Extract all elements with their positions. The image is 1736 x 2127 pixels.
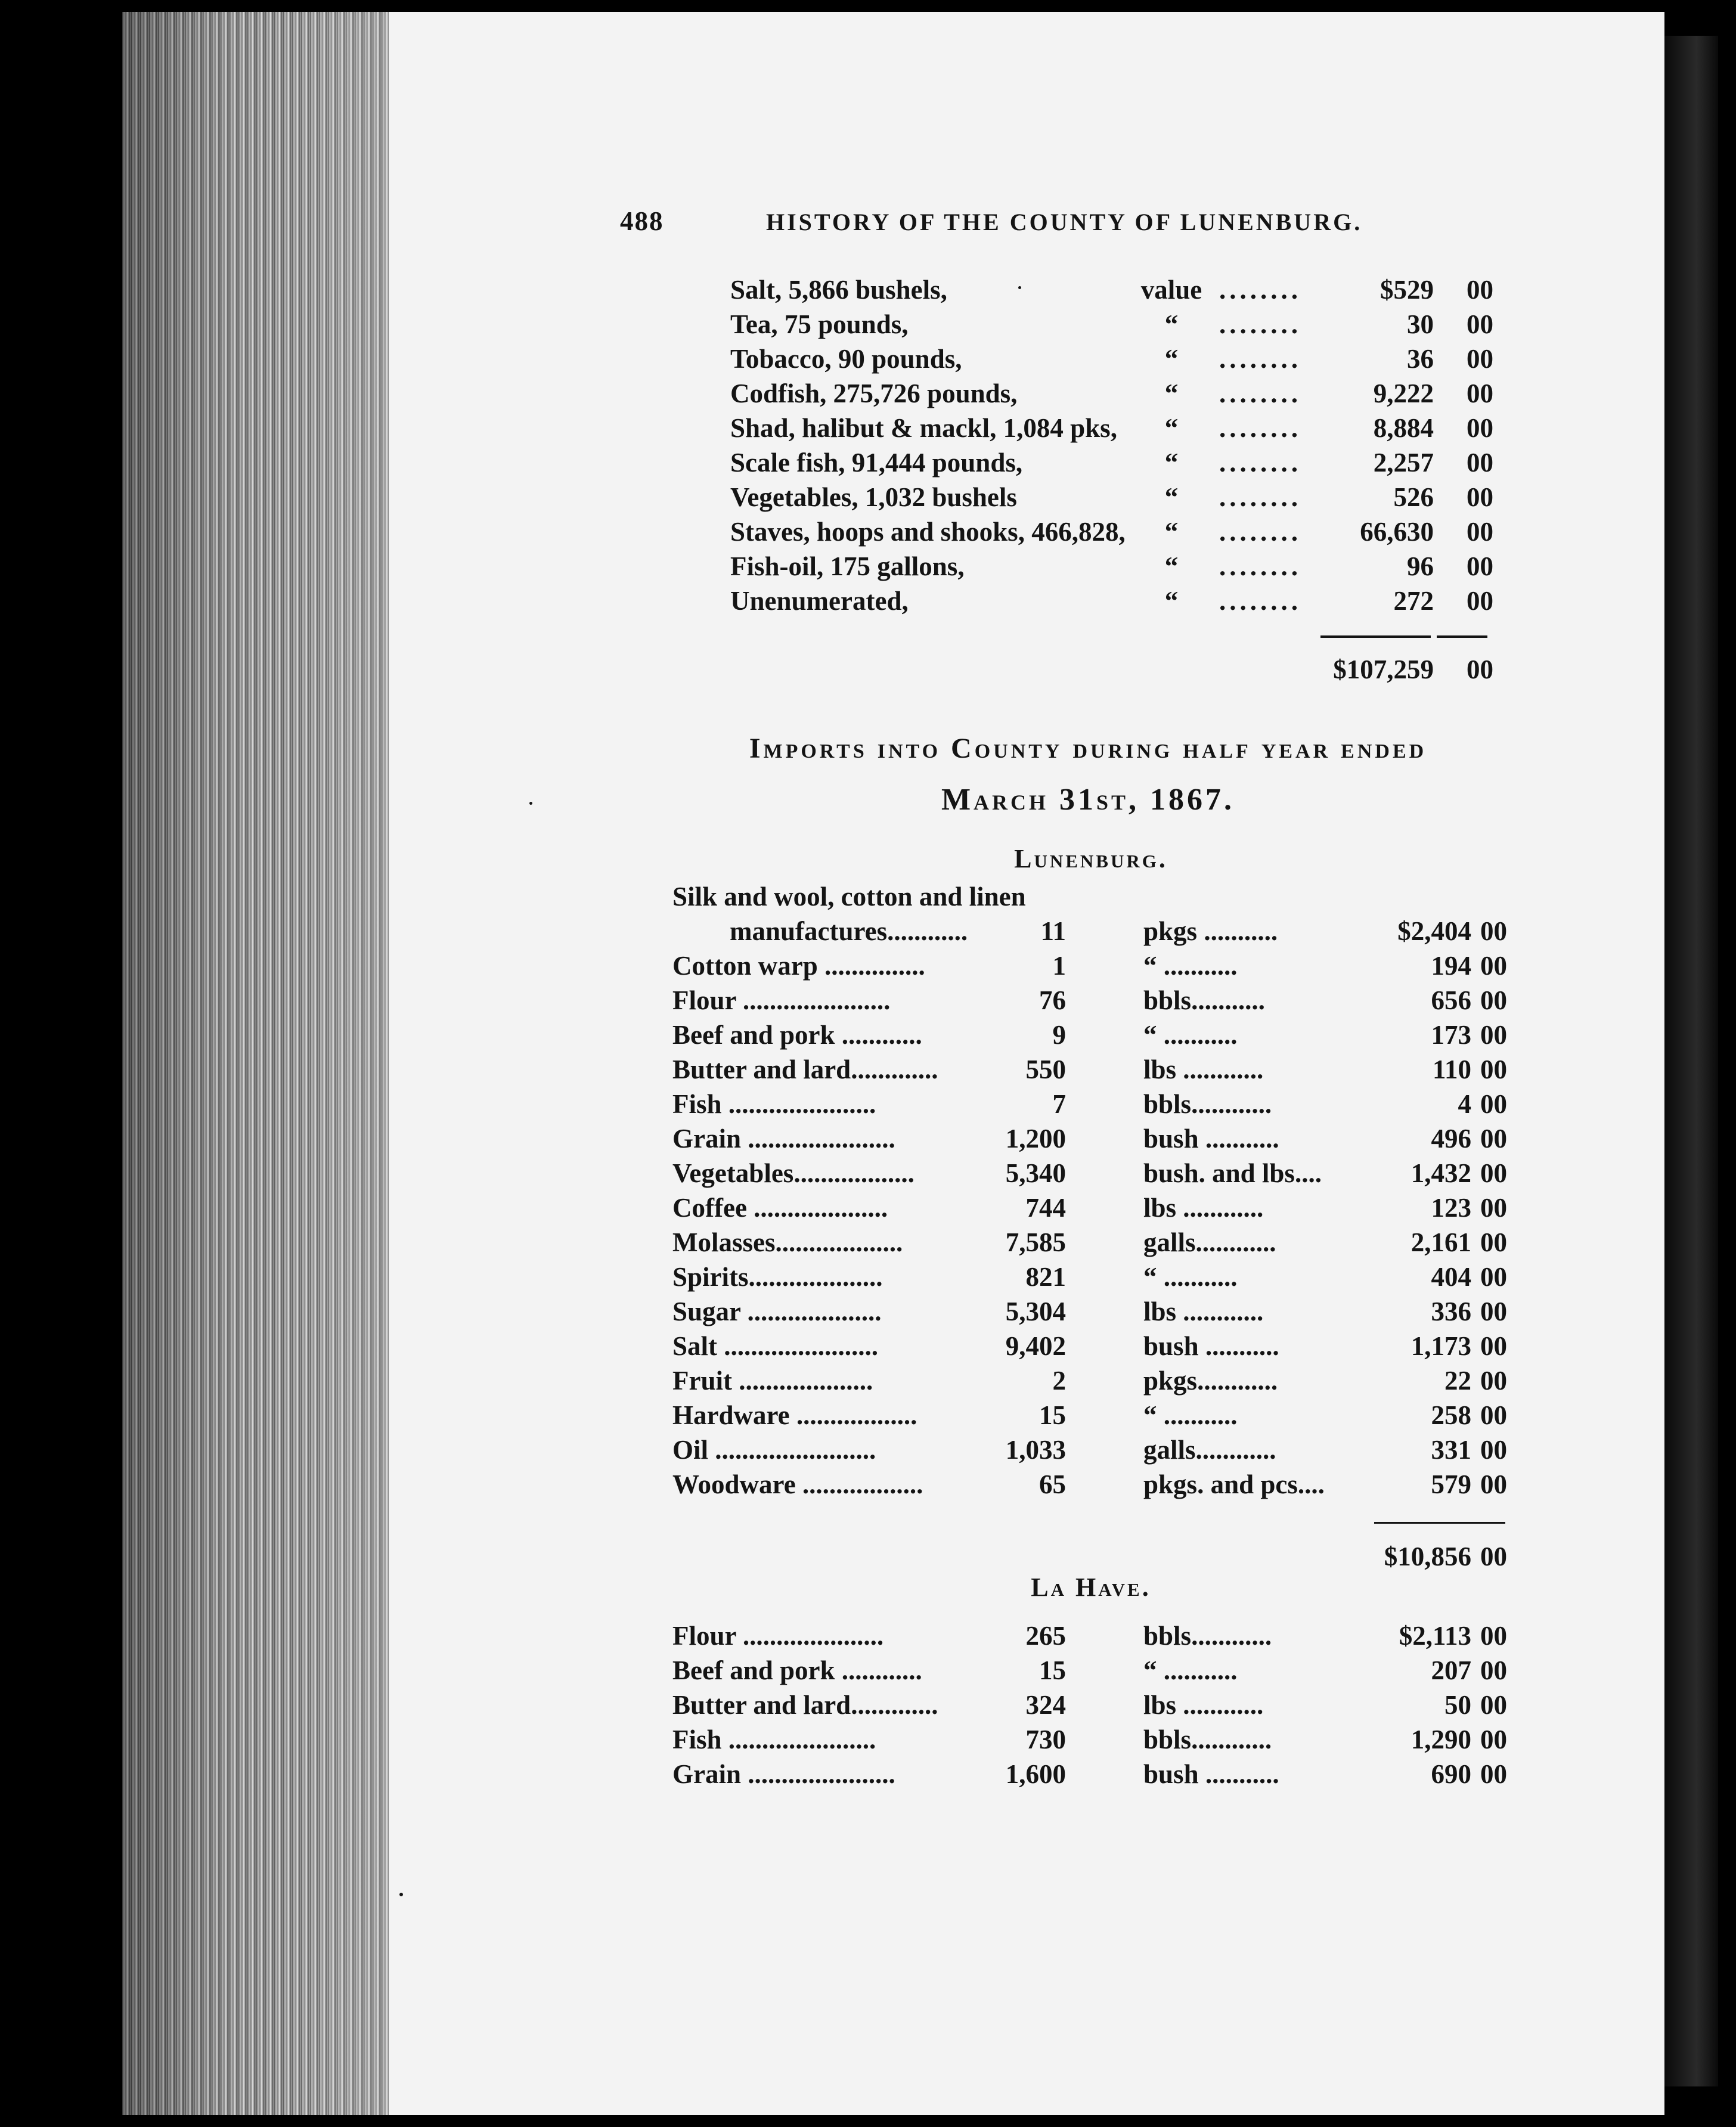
quantity: 1,200 — [1005, 1124, 1066, 1154]
total-rule-cents — [1437, 635, 1487, 638]
unit: bush. and lbs.... — [1143, 1158, 1322, 1188]
unit: “ ........... — [1143, 1400, 1238, 1430]
amount-cents: 00 — [1480, 1331, 1507, 1361]
quantity: 5,340 — [1005, 1158, 1066, 1188]
unit: bbls............ — [1143, 1725, 1272, 1754]
amount-dollars: 336 — [1431, 1297, 1471, 1326]
total-rule — [1320, 635, 1431, 638]
unit: lbs ............ — [1143, 1193, 1264, 1223]
item-name: Vegetables, 1,032 bushels — [730, 482, 1017, 512]
amount-dollars: 579 — [1431, 1469, 1471, 1499]
item-name: Beef and pork ............ — [672, 1655, 922, 1685]
unit: “ ........... — [1143, 1655, 1238, 1685]
amount-dollars: 404 — [1431, 1262, 1471, 1292]
table-row — [672, 1296, 1507, 1329]
unit: lbs ............ — [1143, 1690, 1264, 1720]
quantity: 65 — [1039, 1469, 1066, 1499]
table-row — [672, 1759, 1507, 1792]
table-row — [672, 1123, 1507, 1156]
amount-dollars: 8,884 — [1373, 413, 1434, 443]
table-row — [672, 985, 1507, 1018]
table-row — [672, 1089, 1507, 1122]
table-row — [672, 1019, 1507, 1053]
amount-dollars: 272 — [1393, 586, 1434, 616]
table-row — [672, 1469, 1507, 1502]
unit: bush ........... — [1143, 1331, 1279, 1361]
item-name: Sugar .................... — [672, 1297, 882, 1326]
leader-dots: ........ — [1219, 413, 1301, 443]
amount-cents: 00 — [1467, 413, 1493, 443]
table-row — [672, 1434, 1507, 1468]
amount-cents: 00 — [1480, 1193, 1507, 1223]
amount-cents: 00 — [1480, 1469, 1507, 1499]
imports-heading-line1: Imports into County during half year ended — [749, 733, 1427, 764]
unit: pkgs............ — [1143, 1366, 1278, 1396]
item-name: Flour ...................... — [672, 985, 891, 1015]
amount-dollars: 331 — [1431, 1435, 1471, 1465]
amount-cents: 00 — [1480, 951, 1507, 981]
amount-cents: 00 — [1467, 344, 1493, 374]
amount-cents: 00 — [1467, 275, 1493, 305]
quantity: 730 — [1025, 1725, 1066, 1754]
quantity: 1,600 — [1005, 1759, 1066, 1789]
amount-cents: 00 — [1480, 1227, 1507, 1257]
amount-cents: 00 — [1480, 1055, 1507, 1084]
amount-cents: 00 — [1467, 448, 1493, 478]
amount-dollars: 96 — [1407, 551, 1434, 581]
amount-dollars: 1,290 — [1410, 1725, 1471, 1754]
table-row — [672, 1054, 1507, 1087]
unit: bush ........... — [1143, 1759, 1279, 1789]
amount-dollars: 36 — [1407, 344, 1434, 374]
amount-cents: 00 — [1467, 482, 1493, 512]
table-row — [672, 1400, 1507, 1433]
page-header — [620, 206, 1407, 247]
page-edge-shadow — [122, 12, 390, 2115]
leader-dots: ........ — [1219, 482, 1301, 512]
leader-dots: ........ — [1219, 448, 1301, 478]
table-row — [730, 482, 1493, 515]
leader-dots: ........ — [1219, 586, 1301, 616]
amount-dollars: 4 — [1458, 1089, 1471, 1119]
amount-dollars: 123 — [1431, 1193, 1471, 1223]
item-name: Unenumerated, — [730, 586, 909, 616]
item-name: Oil ........................ — [672, 1435, 876, 1465]
amount-dollars: 1,432 — [1410, 1158, 1471, 1188]
quantity: 15 — [1039, 1400, 1066, 1430]
item-name: Butter and lard............. — [672, 1690, 938, 1720]
amount-dollars: 496 — [1431, 1124, 1471, 1154]
quantity: 9 — [1052, 1020, 1066, 1050]
table-row — [730, 413, 1493, 446]
value-label: “ — [1164, 379, 1179, 408]
item-name: Vegetables.................. — [672, 1158, 914, 1188]
amount-cents: 00 — [1480, 916, 1507, 946]
value-label: “ — [1164, 344, 1179, 374]
quantity: 5,304 — [1005, 1297, 1066, 1326]
quantity: 1,033 — [1005, 1435, 1066, 1465]
item-name: Grain ...................... — [672, 1759, 895, 1789]
book-spine — [1664, 36, 1718, 2086]
amount-dollars: 110 — [1432, 1055, 1471, 1084]
amount-dollars: 690 — [1431, 1759, 1471, 1789]
table-row — [672, 1261, 1507, 1295]
table-row — [730, 585, 1493, 619]
table-row — [730, 343, 1493, 377]
unit: bbls............ — [1143, 1621, 1272, 1651]
quantity: 744 — [1025, 1193, 1066, 1223]
table-row — [672, 1689, 1507, 1723]
amount-dollars: 2,257 — [1373, 448, 1434, 478]
item-name: Scale fish, 91,444 pounds, — [730, 448, 1023, 478]
value-label: “ — [1164, 482, 1179, 512]
leader-dots: ........ — [1219, 344, 1301, 374]
amount-dollars: $529 — [1380, 275, 1434, 305]
item-name: Silk and wool, cotton and linen — [672, 882, 1026, 911]
amount-cents: 00 — [1467, 551, 1493, 581]
quantity: 265 — [1025, 1621, 1066, 1651]
amount-cents: 00 — [1480, 1124, 1507, 1154]
amount-cents: 00 — [1480, 1400, 1507, 1430]
amount-dollars: 50 — [1444, 1690, 1471, 1720]
item-name: Staves, hoops and shooks, 466,828, — [730, 517, 1126, 547]
amount-dollars: 526 — [1393, 482, 1434, 512]
imports-heading-line2: March 31st, 1867. — [941, 783, 1235, 817]
quantity: 7,585 — [1005, 1227, 1066, 1257]
amount-cents: 00 — [1480, 1297, 1507, 1326]
amount-dollars: 1,173 — [1410, 1331, 1471, 1361]
table-row — [672, 950, 1507, 984]
amount-dollars: 22 — [1444, 1366, 1471, 1396]
item-name: Cotton warp ............... — [672, 951, 925, 981]
item-name: Molasses................... — [672, 1227, 903, 1257]
table-row — [730, 447, 1493, 480]
value-label: value — [1140, 275, 1202, 305]
amount-cents: 00 — [1480, 1690, 1507, 1720]
table-row — [672, 916, 1507, 949]
table-row — [730, 378, 1493, 411]
table-row — [672, 881, 1507, 914]
quantity: 2 — [1052, 1366, 1066, 1396]
item-name: Coffee .................... — [672, 1193, 888, 1223]
la-have-heading: La Have. — [1031, 1573, 1151, 1602]
value-label: “ — [1164, 517, 1179, 547]
unit: bbls............ — [1143, 1089, 1272, 1119]
scan-speck — [529, 802, 532, 805]
amount-dollars: $2,113 — [1399, 1621, 1471, 1651]
amount-dollars: 66,630 — [1360, 517, 1434, 547]
item-name: manufactures............ — [730, 916, 968, 946]
table-row — [672, 1620, 1507, 1654]
lunenburg-total-row — [1312, 1541, 1507, 1574]
item-name: Fruit .................... — [672, 1366, 873, 1396]
total-cents: 00 — [1467, 655, 1493, 684]
value-label: “ — [1164, 309, 1179, 339]
value-label: “ — [1164, 586, 1179, 616]
item-name: Flour ..................... — [672, 1621, 884, 1651]
quantity: 324 — [1025, 1690, 1066, 1720]
item-name: Spirits.................... — [672, 1262, 883, 1292]
amount-dollars: 173 — [1431, 1020, 1471, 1050]
amount-cents: 00 — [1467, 379, 1493, 408]
amount-cents: 00 — [1467, 517, 1493, 547]
amount-cents: 00 — [1480, 1366, 1507, 1396]
leader-dots: ........ — [1219, 551, 1301, 581]
item-name: Salt ....................... — [672, 1331, 879, 1361]
amount-cents: 00 — [1467, 309, 1493, 339]
table-row — [672, 1724, 1507, 1757]
amount-cents: 00 — [1480, 1621, 1507, 1651]
table-row — [730, 309, 1493, 342]
item-name: Codfish, 275,726 pounds, — [730, 379, 1018, 408]
unit: lbs ............ — [1143, 1297, 1264, 1326]
item-name: Fish-oil, 175 gallons, — [730, 551, 965, 581]
unit: galls............ — [1143, 1435, 1276, 1465]
item-name: Woodware .................. — [672, 1469, 923, 1499]
item-name: Grain ...................... — [672, 1124, 895, 1154]
amount-cents: 00 — [1480, 1089, 1507, 1119]
total-cents: 00 — [1480, 1542, 1507, 1571]
total-rule — [1374, 1522, 1505, 1524]
item-name: Salt, 5,866 bushels, — [730, 275, 947, 305]
item-name: Beef and pork ............ — [672, 1020, 922, 1050]
total-dollars: $107,259 — [1333, 655, 1434, 684]
leader-dots: ........ — [1219, 309, 1301, 339]
value-label: “ — [1164, 448, 1179, 478]
amount-cents: 00 — [1480, 1435, 1507, 1465]
leader-dots: ........ — [1219, 517, 1301, 547]
item-name: Fish ...................... — [672, 1089, 876, 1119]
amount-dollars: 30 — [1407, 309, 1434, 339]
amount-dollars: 194 — [1431, 951, 1471, 981]
lunenburg-heading: Lunenburg. — [1014, 844, 1168, 873]
unit: “ ........... — [1143, 1262, 1238, 1292]
unit: lbs ............ — [1143, 1055, 1264, 1084]
amount-dollars: 207 — [1431, 1655, 1471, 1685]
amount-dollars: 9,222 — [1373, 379, 1434, 408]
unit: galls............ — [1143, 1227, 1276, 1257]
quantity: 7 — [1052, 1089, 1066, 1119]
leader-dots: ........ — [1219, 275, 1301, 305]
amount-dollars: 656 — [1431, 985, 1471, 1015]
amount-cents: 00 — [1480, 985, 1507, 1015]
table-row — [730, 516, 1493, 550]
amount-cents: 00 — [1480, 1655, 1507, 1685]
table-row — [672, 1227, 1507, 1260]
unit: “ ........... — [1143, 1020, 1238, 1050]
quantity: 76 — [1039, 985, 1066, 1015]
running-title: HISTORY OF THE COUNTY OF LUNENBURG. — [766, 209, 1363, 235]
unit: pkgs. and pcs.... — [1143, 1469, 1325, 1499]
exports-total-row — [1312, 654, 1493, 687]
amount-cents: 00 — [1480, 1158, 1507, 1188]
amount-dollars: 2,161 — [1410, 1227, 1471, 1257]
item-name: Tobacco, 90 pounds, — [730, 344, 962, 374]
scan-speck — [399, 1893, 403, 1896]
amount-dollars: $2,404 — [1397, 916, 1471, 946]
table-row — [672, 1365, 1507, 1399]
amount-cents: 00 — [1480, 1262, 1507, 1292]
table-row — [672, 1192, 1507, 1226]
table-row — [730, 551, 1493, 584]
item-name: Hardware .................. — [672, 1400, 917, 1430]
value-label: “ — [1164, 551, 1179, 581]
value-label: “ — [1164, 413, 1179, 443]
amount-cents: 00 — [1480, 1759, 1507, 1789]
quantity: 821 — [1025, 1262, 1066, 1292]
quantity: 550 — [1025, 1055, 1066, 1084]
item-name: Butter and lard............. — [672, 1055, 938, 1084]
amount-dollars: 258 — [1431, 1400, 1471, 1430]
quantity: 15 — [1039, 1655, 1066, 1685]
page-number: 488 — [620, 206, 664, 236]
item-name: Fish ...................... — [672, 1725, 876, 1754]
item-name: Tea, 75 pounds, — [730, 309, 909, 339]
table-row — [672, 1158, 1507, 1191]
quantity: 11 — [1040, 916, 1066, 946]
unit: bush ........... — [1143, 1124, 1279, 1154]
table-row — [730, 274, 1493, 308]
item-name: Shad, halibut & mackl, 1,084 pks, — [730, 413, 1117, 443]
leader-dots: ........ — [1219, 379, 1301, 408]
amount-cents: 00 — [1467, 586, 1493, 616]
quantity: 1 — [1052, 951, 1066, 981]
quantity: 9,402 — [1005, 1331, 1066, 1361]
amount-cents: 00 — [1480, 1725, 1507, 1754]
unit: bbls........... — [1143, 985, 1265, 1015]
unit: pkgs ........... — [1143, 916, 1278, 946]
table-row — [672, 1655, 1507, 1688]
amount-cents: 00 — [1480, 1020, 1507, 1050]
total-dollars: $10,856 — [1384, 1542, 1471, 1571]
table-row — [672, 1331, 1507, 1364]
unit: “ ........... — [1143, 951, 1238, 981]
